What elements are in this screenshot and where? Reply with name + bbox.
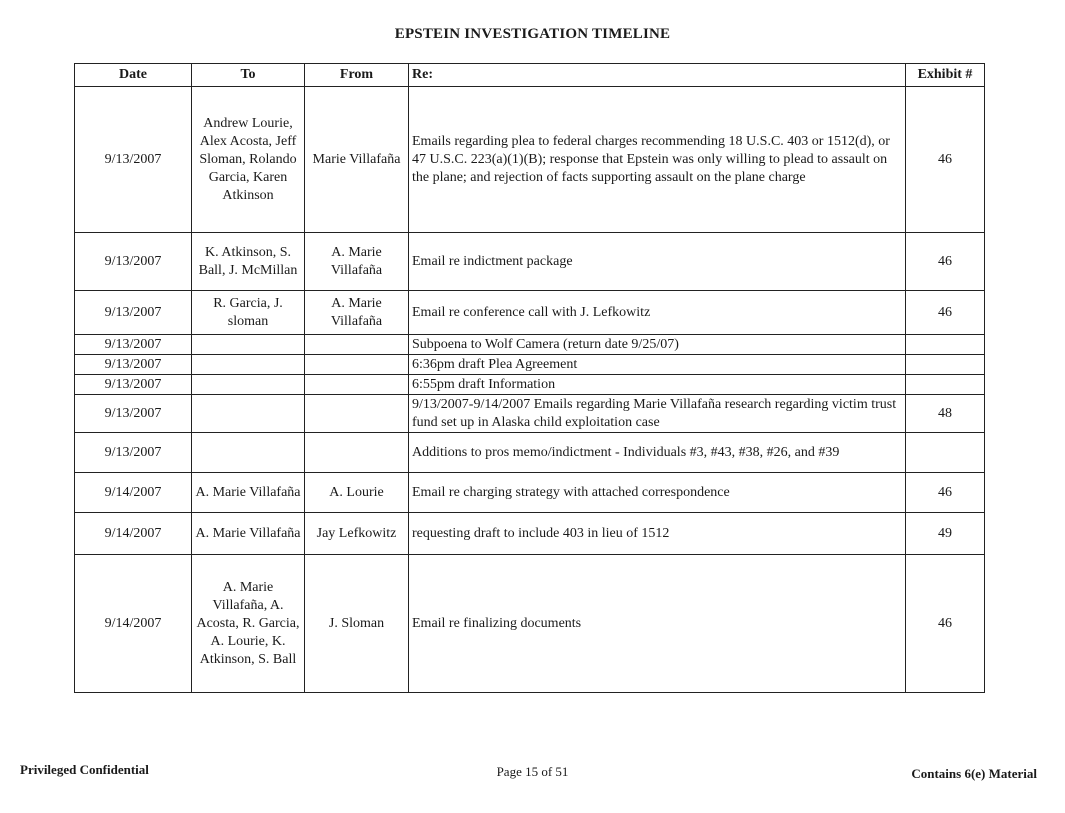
cell-to xyxy=(192,335,305,355)
cell-to: K. Atkinson, S. Ball, J. McMillan xyxy=(192,233,305,291)
cell-exhibit xyxy=(906,335,985,355)
cell-from: Marie Villafaña xyxy=(305,87,409,233)
cell-re: Subpoena to Wolf Camera (return date 9/25/07) xyxy=(409,335,906,355)
cell-exhibit xyxy=(906,375,985,395)
cell-to xyxy=(192,433,305,473)
cell-from xyxy=(305,335,409,355)
header-re: Re: xyxy=(409,64,906,87)
cell-re: Email re charging strategy with attached correspondence xyxy=(409,473,906,513)
cell-exhibit: 49 xyxy=(906,513,985,555)
cell-exhibit xyxy=(906,355,985,375)
header-to: To xyxy=(192,64,305,87)
cell-date: 9/13/2007 xyxy=(75,335,192,355)
cell-date: 9/14/2007 xyxy=(75,555,192,693)
cell-from xyxy=(305,395,409,433)
cell-date: 9/14/2007 xyxy=(75,513,192,555)
cell-date: 9/13/2007 xyxy=(75,355,192,375)
header-exhibit: Exhibit # xyxy=(906,64,985,87)
cell-to: R. Garcia, J. sloman xyxy=(192,291,305,335)
cell-to: A. Marie Villafaña xyxy=(192,473,305,513)
cell-re: Email re finalizing documents xyxy=(409,555,906,693)
cell-from: A. Marie Villafaña xyxy=(305,233,409,291)
table-row xyxy=(75,513,985,555)
cell-to: A. Marie Villafaña xyxy=(192,513,305,555)
cell-from xyxy=(305,355,409,375)
timeline-table xyxy=(74,63,985,693)
cell-date: 9/13/2007 xyxy=(75,291,192,335)
cell-to: A. Marie Villafaña, A. Acosta, R. Garcia, A. Lourie, K. Atkinson, S. Ball xyxy=(192,555,305,693)
cell-to xyxy=(192,355,305,375)
cell-exhibit: 46 xyxy=(906,233,985,291)
table-row xyxy=(75,395,985,433)
cell-date: 9/13/2007 xyxy=(75,87,192,233)
footer-privileged-label: Privileged Confidential xyxy=(20,762,149,777)
cell-to xyxy=(192,375,305,395)
cell-re: 6:36pm draft Plea Agreement xyxy=(409,355,906,375)
table-row xyxy=(75,233,985,291)
table-row xyxy=(75,355,985,375)
table-row xyxy=(75,375,985,395)
cell-exhibit: 46 xyxy=(906,555,985,693)
cell-re: 9/13/2007-9/14/2007 Emails regarding Marie Villafaña research regarding victim trust fund set up in Alaska child exploitation case xyxy=(409,395,906,433)
header-date: Date xyxy=(75,64,192,87)
cell-re: Additions to pros memo/indictment - Individuals #3, #43, #38, #26, and #39 xyxy=(409,433,906,473)
footer-6e-label: Contains 6(e) Material xyxy=(911,766,1037,781)
table-header-row xyxy=(75,64,985,87)
cell-date: 9/13/2007 xyxy=(75,233,192,291)
cell-from xyxy=(305,375,409,395)
cell-date: 9/13/2007 xyxy=(75,375,192,395)
cell-from xyxy=(305,433,409,473)
cell-to: Andrew Lourie, Alex Acosta, Jeff Sloman, Rolando Garcia, Karen Atkinson xyxy=(192,87,305,233)
table-row xyxy=(75,433,985,473)
cell-re: Email re indictment package xyxy=(409,233,906,291)
table-row xyxy=(75,335,985,355)
cell-re: Emails regarding plea to federal charges recommending 18 U.S.C. 403 or 1512(d), or 47 U.S.C. 223(a)(1)(B); response that Epstein was only willing to plead to assault on the plane; and rejection of facts supporting assault on the plane charge xyxy=(409,87,906,233)
cell-date: 9/13/2007 xyxy=(75,395,192,433)
cell-from: Jay Lefkowitz xyxy=(305,513,409,555)
cell-exhibit: 46 xyxy=(906,291,985,335)
cell-exhibit xyxy=(906,433,985,473)
cell-from: A. Marie Villafaña xyxy=(305,291,409,335)
table-row xyxy=(75,473,985,513)
cell-date: 9/14/2007 xyxy=(75,473,192,513)
cell-exhibit: 46 xyxy=(906,87,985,233)
document-title: EPSTEIN INVESTIGATION TIMELINE xyxy=(394,26,671,42)
table-row xyxy=(75,291,985,335)
page-number: Page 15 of 51 xyxy=(496,764,569,779)
cell-re: requesting draft to include 403 in lieu of 1512 xyxy=(409,513,906,555)
cell-from: J. Sloman xyxy=(305,555,409,693)
cell-from: A. Lourie xyxy=(305,473,409,513)
cell-exhibit: 48 xyxy=(906,395,985,433)
table-row xyxy=(75,555,985,693)
cell-re: Email re conference call with J. Lefkowitz xyxy=(409,291,906,335)
cell-date: 9/13/2007 xyxy=(75,433,192,473)
header-from: From xyxy=(305,64,409,87)
table-row xyxy=(75,87,985,233)
cell-exhibit: 46 xyxy=(906,473,985,513)
cell-re: 6:55pm draft Information xyxy=(409,375,906,395)
cell-to xyxy=(192,395,305,433)
